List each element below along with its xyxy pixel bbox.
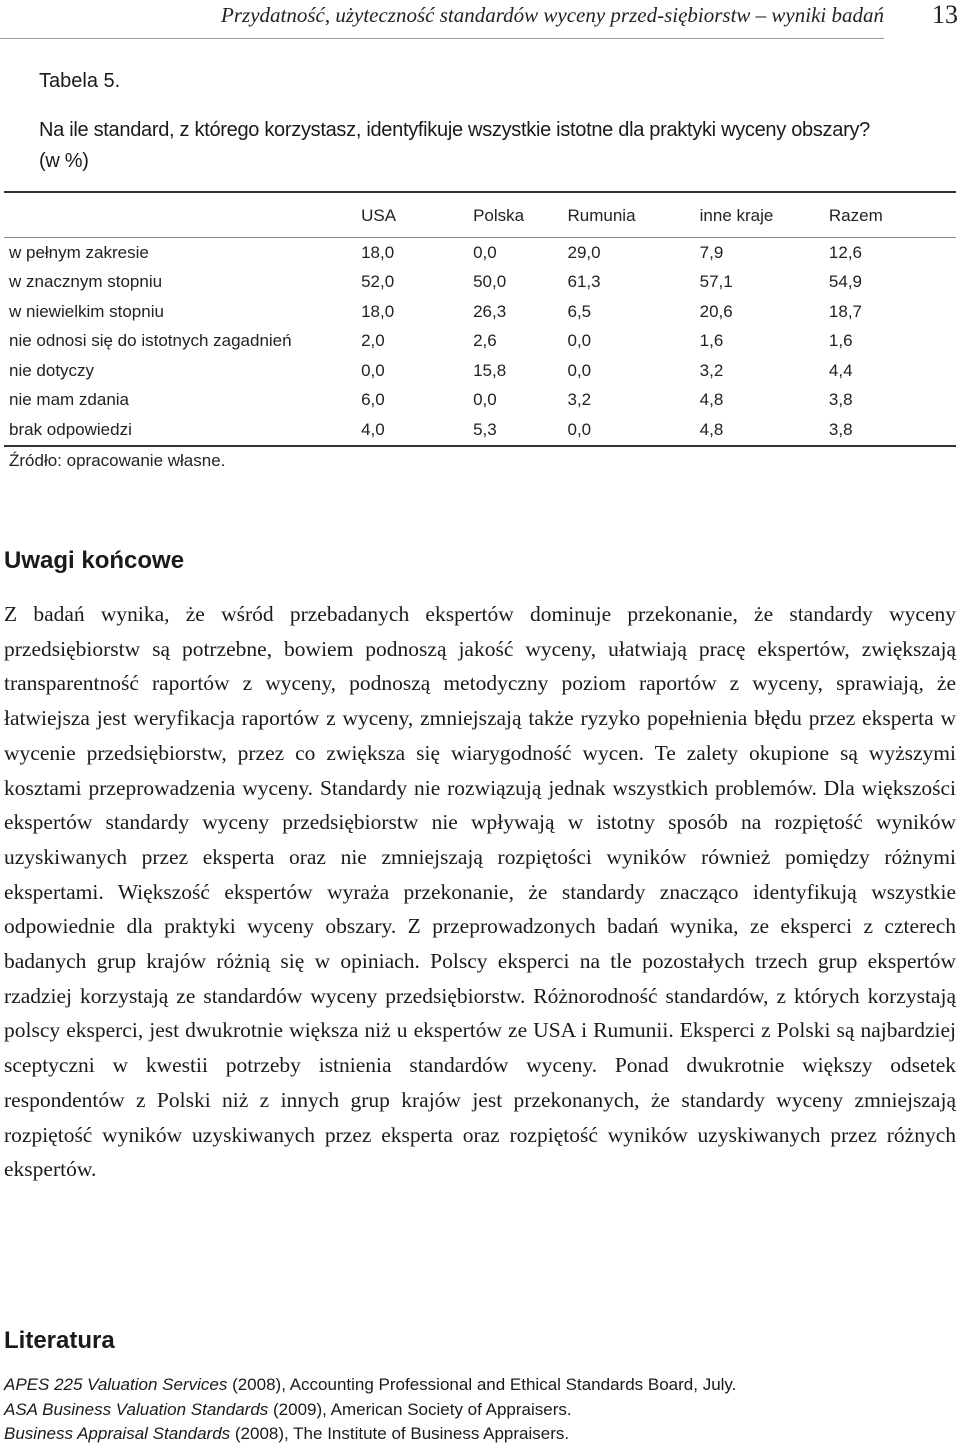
reference-details: (2008), Accounting Professional and Ethical Standards Board, July. — [227, 1375, 737, 1394]
table-cell: 0,0 — [473, 390, 497, 410]
reference-details: (2008), The Institute of Business Appraisers. — [230, 1424, 570, 1443]
reference-item — [4, 1373, 956, 1398]
table-cell: 18,0 — [361, 301, 395, 321]
table-cell: 2,0 — [361, 331, 385, 351]
row-label: w pełnym zakresie — [9, 242, 149, 262]
table-cell: 0,0 — [361, 360, 385, 380]
table-cell: 0,0 — [473, 242, 497, 262]
reference-details: (2009), American Society of Appraisers. — [268, 1399, 572, 1419]
table-cell: 6,5 — [567, 301, 592, 321]
table-cell: 18,0 — [361, 242, 395, 262]
reference-item — [4, 1422, 956, 1447]
literature-heading: Literatura — [4, 1327, 115, 1354]
table-cell: 29,0 — [567, 242, 601, 262]
table-cell: 4,8 — [699, 419, 724, 439]
table-cell: 4,4 — [828, 360, 853, 380]
running-title: Przydatność, użyteczność standardów wyceny przed-siębiorstw – wyniki badań — [221, 3, 884, 27]
table-cell: 54,9 — [828, 272, 862, 292]
table-cell: 7,9 — [699, 242, 724, 262]
column-header-inne-kraje: inne kraje — [699, 206, 774, 225]
row-label: nie odnosi się do istotnych zagadnień — [9, 331, 292, 351]
table-cell: 26,3 — [473, 301, 507, 321]
table-cell: 50,0 — [473, 272, 507, 292]
column-header-polska: Polska — [473, 206, 525, 225]
table-caption-unit: (w %) — [39, 150, 89, 172]
table-caption-line: Na ile standard, z którego korzystasz, identyfikuje wszystkie istotne dla praktyki wyceny obszary? — [39, 119, 870, 141]
row-label: brak odpowiedzi — [9, 419, 132, 439]
conclusions-heading: Uwagi końcowe — [4, 547, 185, 574]
table-row — [4, 327, 956, 357]
table-cell: 0,0 — [567, 331, 592, 351]
table-caption — [39, 115, 870, 177]
table-row — [4, 415, 956, 446]
header-empty-cell — [4, 192, 361, 238]
table-cell: 3,2 — [567, 390, 592, 410]
column-header-razem: Razem — [828, 206, 883, 225]
table-cell: 4,0 — [361, 419, 385, 439]
table-cell: 1,6 — [699, 331, 724, 351]
table-row — [4, 238, 956, 268]
table-row — [4, 356, 956, 386]
table-cell: 3,8 — [828, 419, 853, 439]
table-cell: 3,8 — [828, 390, 853, 410]
table-cell: 4,8 — [699, 390, 724, 410]
table-cell: 18,7 — [828, 301, 862, 321]
table-cell: 61,3 — [567, 272, 601, 292]
reference-list — [4, 1373, 956, 1447]
table-cell: 0,0 — [567, 360, 592, 380]
table-cell: 12,6 — [828, 242, 862, 262]
table-row — [4, 386, 956, 416]
table-label: Tabela 5. — [39, 70, 121, 92]
table-cell: 5,3 — [473, 419, 497, 439]
table-row — [4, 297, 956, 327]
row-label: nie dotyczy — [9, 360, 95, 380]
table-cell: 0,0 — [567, 419, 592, 439]
reference-title: Business Appraisal Standards — [4, 1424, 231, 1443]
table-row — [4, 268, 956, 298]
table-cell: 1,6 — [828, 331, 853, 351]
results-table — [4, 191, 956, 447]
reference-title: ASA Business Valuation Standards — [4, 1399, 269, 1419]
running-header — [0, 2, 884, 39]
table-cell: 20,6 — [699, 301, 733, 321]
table-header-row — [4, 192, 956, 238]
table-cell: 3,2 — [699, 360, 724, 380]
column-header-rumunia: Rumunia — [567, 206, 636, 225]
table-cell: 15,8 — [473, 360, 507, 380]
table-cell: 52,0 — [361, 272, 395, 292]
page-number: 13 — [932, 0, 958, 29]
table-source-note: Źródło: opracowanie własne. — [9, 451, 226, 470]
conclusions-paragraph: Z badań wynika, że wśród przebadanych ekspertów dominuje przekonanie, że standardy wyceny przedsiębiorstw są potrzebne, bowiem podnoszą jakość wyceny, ułatwiają pracę ekspertów, zwiększają transparentność raportów z wyceny, podnoszą metodyczny poziom raportów z wyceny, sprawiają, że łatwiejsza jest weryfikacja raportów z wyceny, zmniejszają także ryzyko popełnienia błędu przez eksperta w wycenie przedsiębiorstw, przez co zwiększa się wiarygodność wycen. Te zalety okupione są wyższymi kosztami przeprowadzenia wyceny. Standardy nie rozwiązują jednak wszystkich problemów. Dla większości ekspertów standardy wyceny przedsiębiorstw nie wpływają w istotny sposób na rozpiętość wyników uzyskiwanych przez eksperta oraz nie zmniejszają rozpiętości wyników również pomiędzy różnymi ekspertami. Większość ekspertów wyraża przekonanie, że standardy znacząco identyfikują wszystkie odpowiednie dla praktyki wyceny obszary. Z przeprowadzonych badań wynika, ze eksperci z czterech badanych grup krajów różnią się w opiniach. Polscy eksperci na tle pozostałych trzech grup ekspertów rzadziej korzystają ze standardów wyceny przedsiębiorstw. Różnorodność standardów, z których korzystają polscy eksperci, jest dwukrotnie większa niż u ekspertów ze USA i Rumunii. Eksperci z Polski są najbardziej sceptyczni w kwestii potrzeby istnienia standardów wyceny. Ponad dwukrotnie większy odsetek respondentów z Polski niż z innych grup krajów jest przekonanych, że standardy wyceny zmniejszają rozpiętość wyników uzyskiwanych przez eksperta oraz rozpiętość wyników uzyskiwanych przez różnych ekspertów. — [4, 602, 956, 1182]
row-label: w niewielkim stopniu — [9, 301, 164, 321]
table-cell: 6,0 — [361, 390, 385, 410]
reference-item — [4, 1398, 956, 1423]
table-cell: 57,1 — [699, 272, 733, 292]
row-label: nie mam zdania — [9, 390, 130, 410]
row-label: w znacznym stopniu — [9, 272, 163, 292]
column-header-usa: USA — [361, 206, 397, 225]
table-cell: 2,6 — [473, 331, 497, 351]
reference-title: APES 225 Valuation Services — [4, 1375, 228, 1394]
